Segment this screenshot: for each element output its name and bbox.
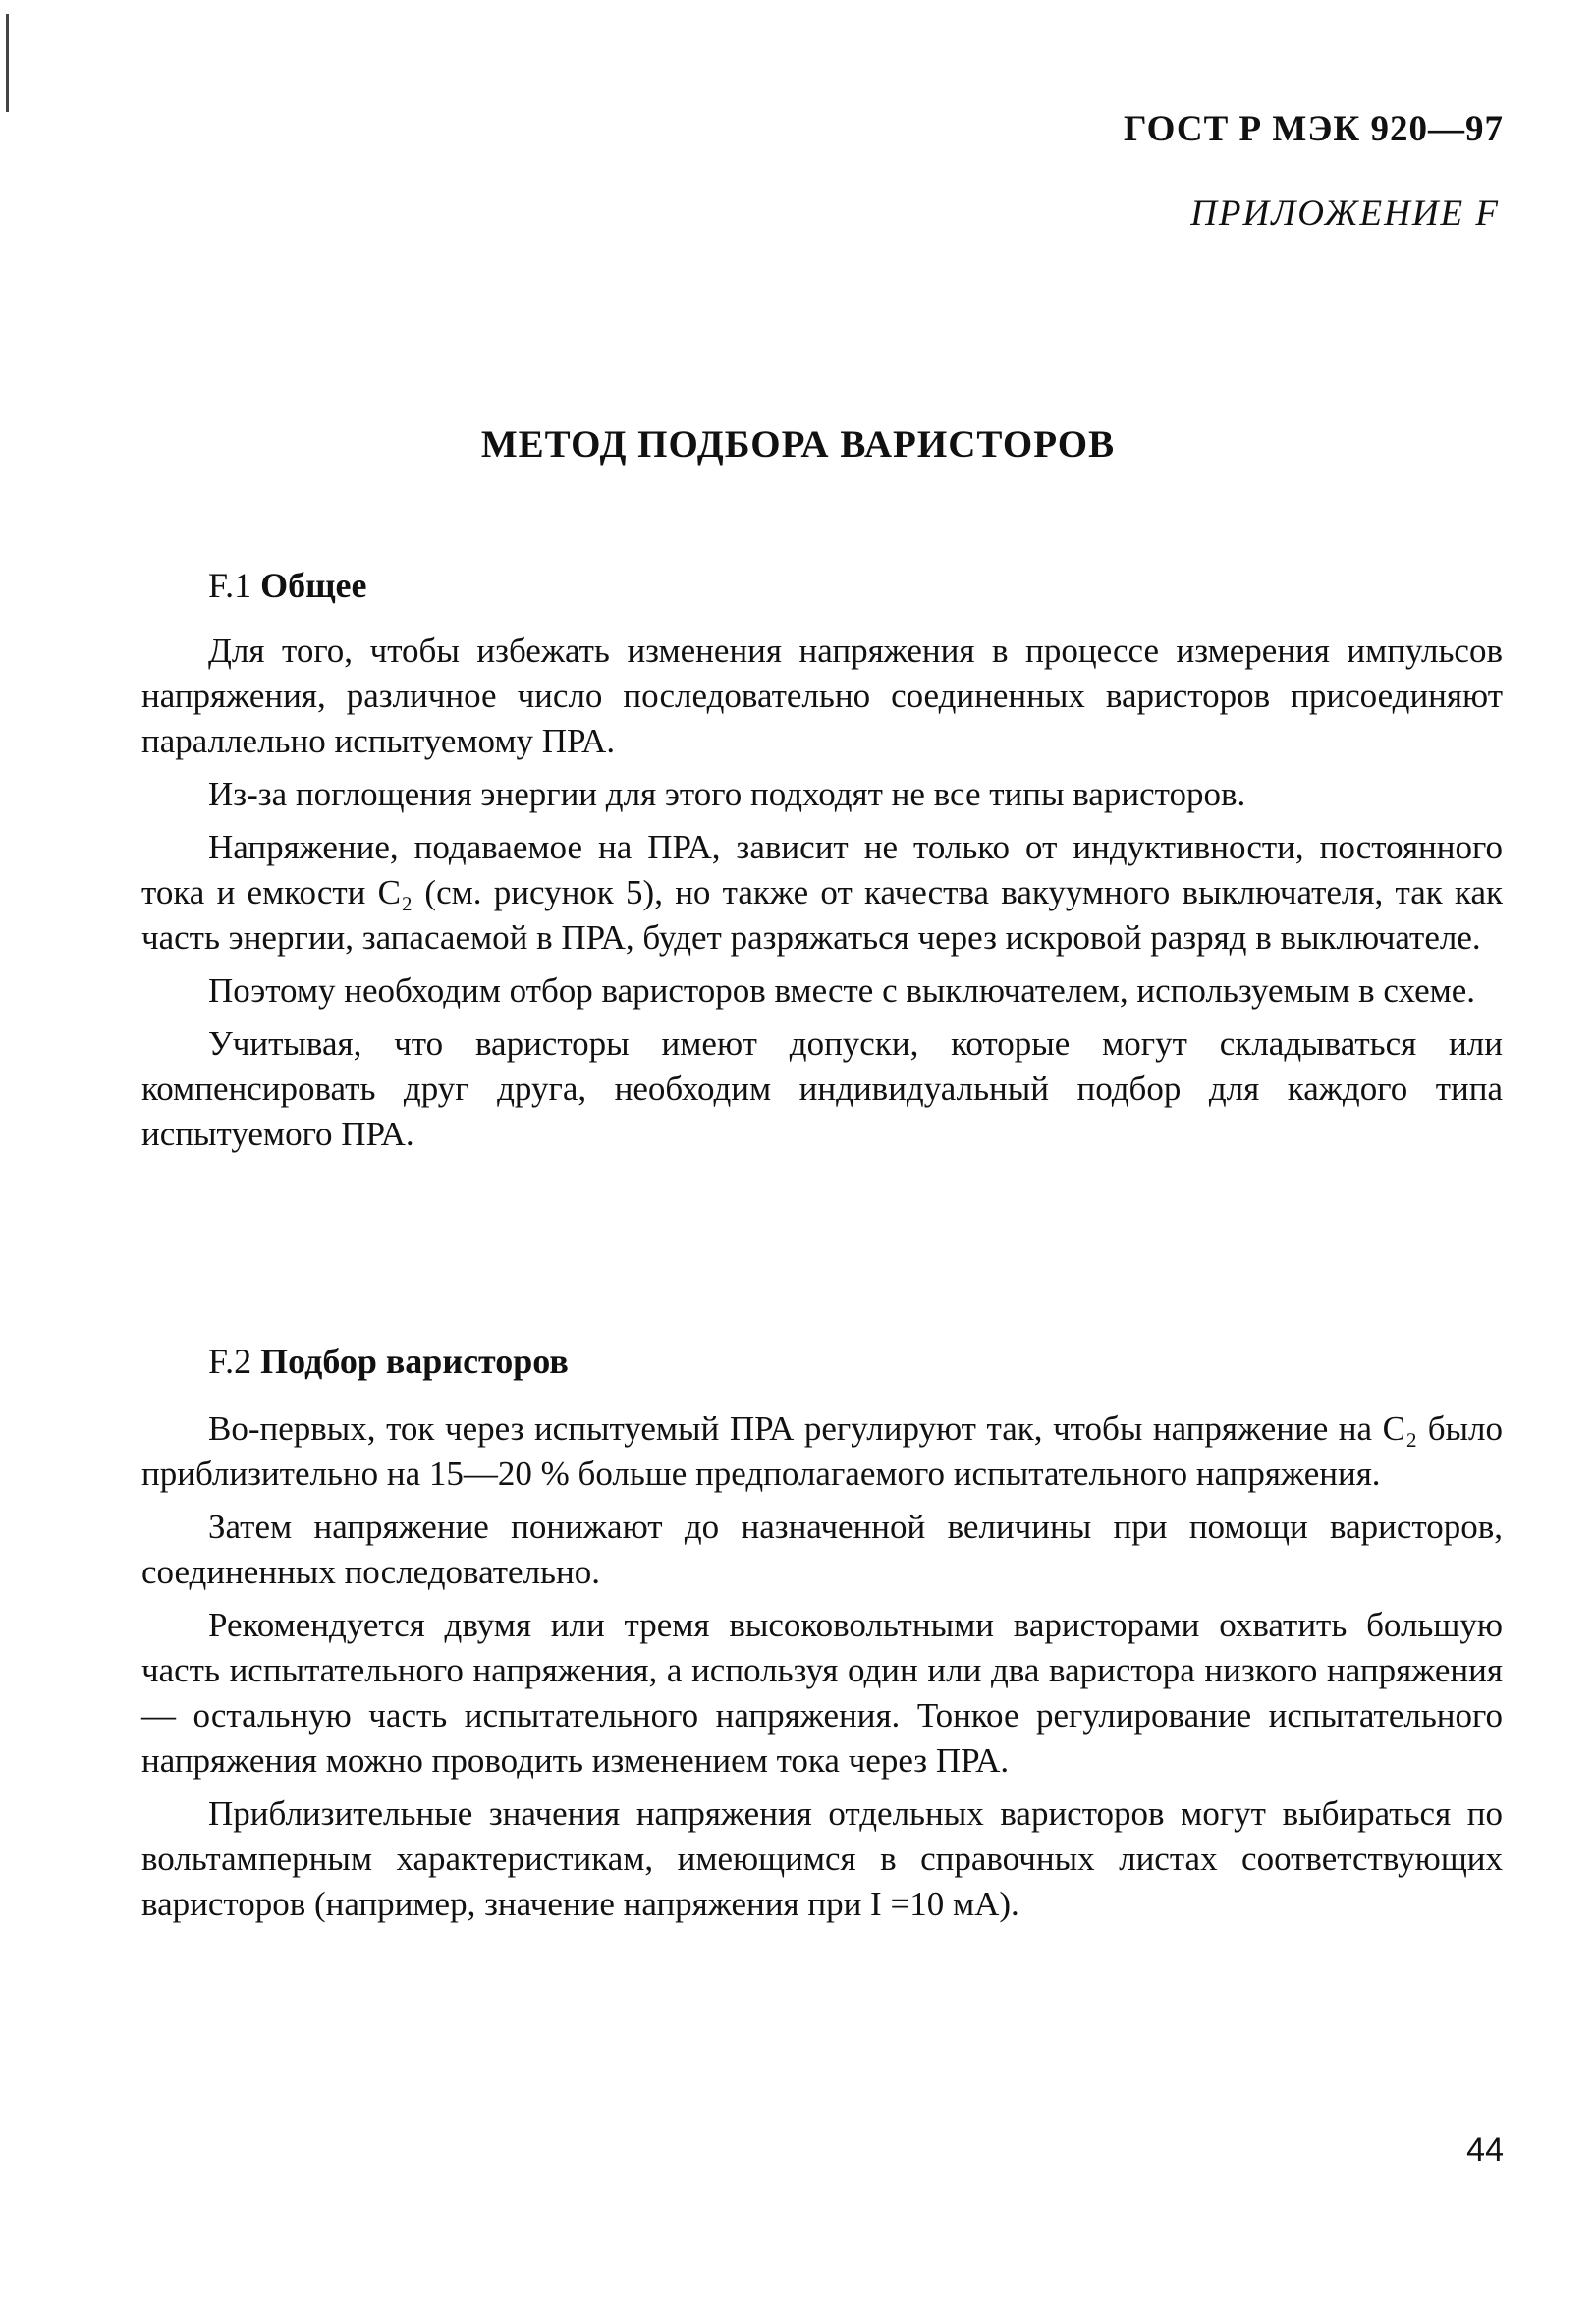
section-title: Общее	[260, 566, 367, 605]
section-body-f1	[141, 629, 1503, 1165]
paragraph: Рекомендуется двумя или тремя высоковольтными варисторами охватить большую часть испытательного напряжения, а используя один или два варистора низкого напряжения — остальную часть испытательного напряжения. Тонкое регулирование испытательного напряжения можно проводить изменением тока через ПРА.	[141, 1606, 1503, 1780]
paragraph: Во-первых, ток через испытуемый ПРА регулируют так, чтобы напряжение на C₂ было приблизительно на 15—20 % больше предполагаемого испытательного напряжения.	[141, 1409, 1503, 1493]
document-code: ГОСТ Р МЭК 920—97	[1124, 109, 1504, 149]
paragraph: Из-за поглощения энергии для этого подходят не все типы варисторов.	[208, 775, 1246, 813]
page-title: МЕТОД ПОДБОРА ВАРИСТОРОВ	[480, 423, 1116, 466]
section-body-f2	[141, 1406, 1503, 1935]
section-number: F.1	[208, 566, 252, 605]
appendix-label: ПРИЛОЖЕНИЕ F	[1190, 193, 1500, 234]
section-number: F.2	[208, 1342, 252, 1381]
page-number: 44	[1466, 2131, 1504, 2169]
paragraph: Напряжение, подаваемое на ПРА, зависит не только от индуктивности, постоянного тока и емкости C₂ (см. рисунок 5), но также от качества вакуумного выключателя, так как часть энергии, запасаемой в ПРА, будет разряжаться через искровой разряд в выключателе.	[141, 828, 1503, 957]
section-heading-f2	[208, 1341, 569, 1382]
section-heading-f1	[208, 565, 367, 606]
paragraph: Учитывая, что варисторы имеют допуски, которые могут складываться или компенсировать друг друга, необходим индивидуальный подбор для каждого типа испытуемого ПРА.	[141, 1024, 1503, 1153]
section-title: Подбор варисторов	[260, 1342, 569, 1381]
paragraph: Приблизительные значения напряжения отдельных варисторов могут выбираться по вольтамперным характеристикам, имеющимся в справочных листах соответствующих варисторов (например, значение напряжения при I =10 мА).	[141, 1794, 1503, 1923]
scan-edge-mark	[6, 14, 9, 112]
paragraph: Для того, чтобы избежать изменения напряжения в процессе измерения импульсов напряжения, различное число последовательно соединенных варисторов присоединяют параллельно испытуемому ПРА.	[141, 632, 1503, 760]
paragraph: Поэтому необходим отбор варисторов вместе с выключателем, используемым в схеме.	[208, 971, 1476, 1010]
paragraph: Затем напряжение понижают до назначенной величины при помощи варисторов, соединенных последовательно.	[141, 1508, 1503, 1591]
